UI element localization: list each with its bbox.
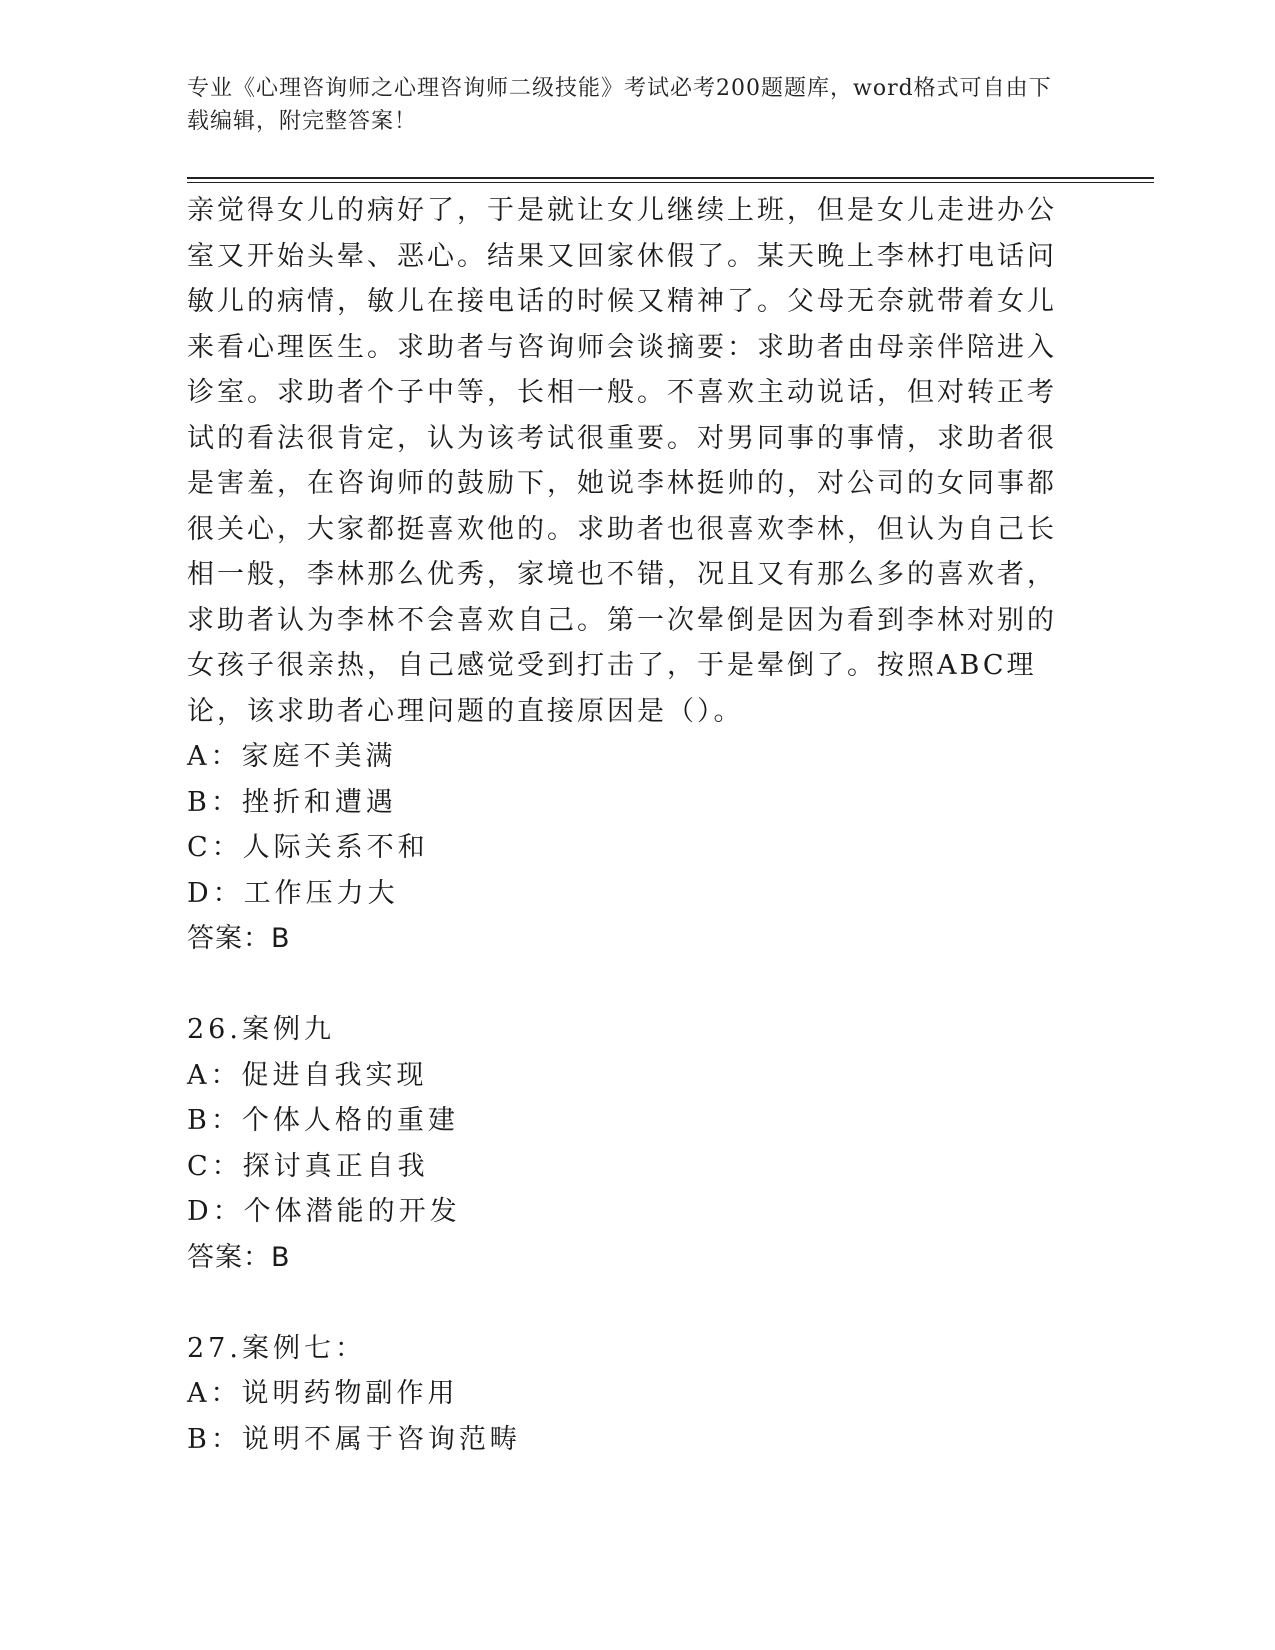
option-b: B：个体人格的重建	[187, 1105, 459, 1136]
answer-line: 答案：B	[187, 923, 291, 954]
question-title: 27.案例七：	[187, 1332, 366, 1364]
option-b: B：说明不属于咨询范畴	[187, 1423, 521, 1455]
option-c: C：探讨真正自我	[187, 1150, 429, 1182]
header-divider-thin	[187, 182, 1154, 183]
answer-line: 答案：B	[187, 1241, 291, 1273]
question-27	[187, 1326, 1067, 1463]
document-header: 专业《心理咨询师之心理咨询师二级技能》考试必考200题题库，word格式可自由下载编辑，附完整答案！	[187, 76, 1052, 134]
option-b: B：挫折和遭遇	[187, 786, 397, 818]
document-body	[187, 188, 1067, 1462]
option-a: A：促进自我实现	[187, 1059, 428, 1091]
option-d: D：工作压力大	[187, 877, 399, 909]
question-title: 26.案例九	[187, 1014, 335, 1045]
question-stem: 亲觉得女儿的病好了，于是就让女儿继续上班，但是女儿走进办公室又开始头晕、恶心。结果又回家休假了。某天晚上李林打电话问敏儿的病情，敏儿在接电话的时候又精神了。父母无奈就带着女儿来看心理医生。求助者与咨询师会谈摘要：求助者由母亲伴陪进入诊室。求助者个子中等，长相一般。不喜欢主动说话，但对转正考试的看法很肯定，认为该考试很重要。对男同事的事情，求助者很是害羞，在咨询师的鼓励下，她说李林挺帅的，对公司的女同事都很关心，大家都挺喜欢他的。求助者也很喜欢李林，但认为自己长相一般，李林那么优秀，家境也不错，况且又有那么多的喜欢者，求助者认为李林不会喜欢自己。第一次晕倒是因为看到李林对别的女孩子很亲热，自己感觉受到打击了，于是晕倒了。按照ABC理论，该求助者心理问题的直接原因是（）。	[187, 195, 1057, 727]
header-divider-thick	[187, 177, 1154, 179]
option-d: D：个体潜能的开发	[187, 1196, 461, 1227]
question-25	[187, 188, 1067, 962]
question-26	[187, 1007, 1067, 1280]
option-a: A：家庭不美满	[187, 741, 397, 772]
option-c: C：人际关系不和	[187, 832, 429, 863]
option-a: A：说明药物副作用	[187, 1378, 459, 1409]
